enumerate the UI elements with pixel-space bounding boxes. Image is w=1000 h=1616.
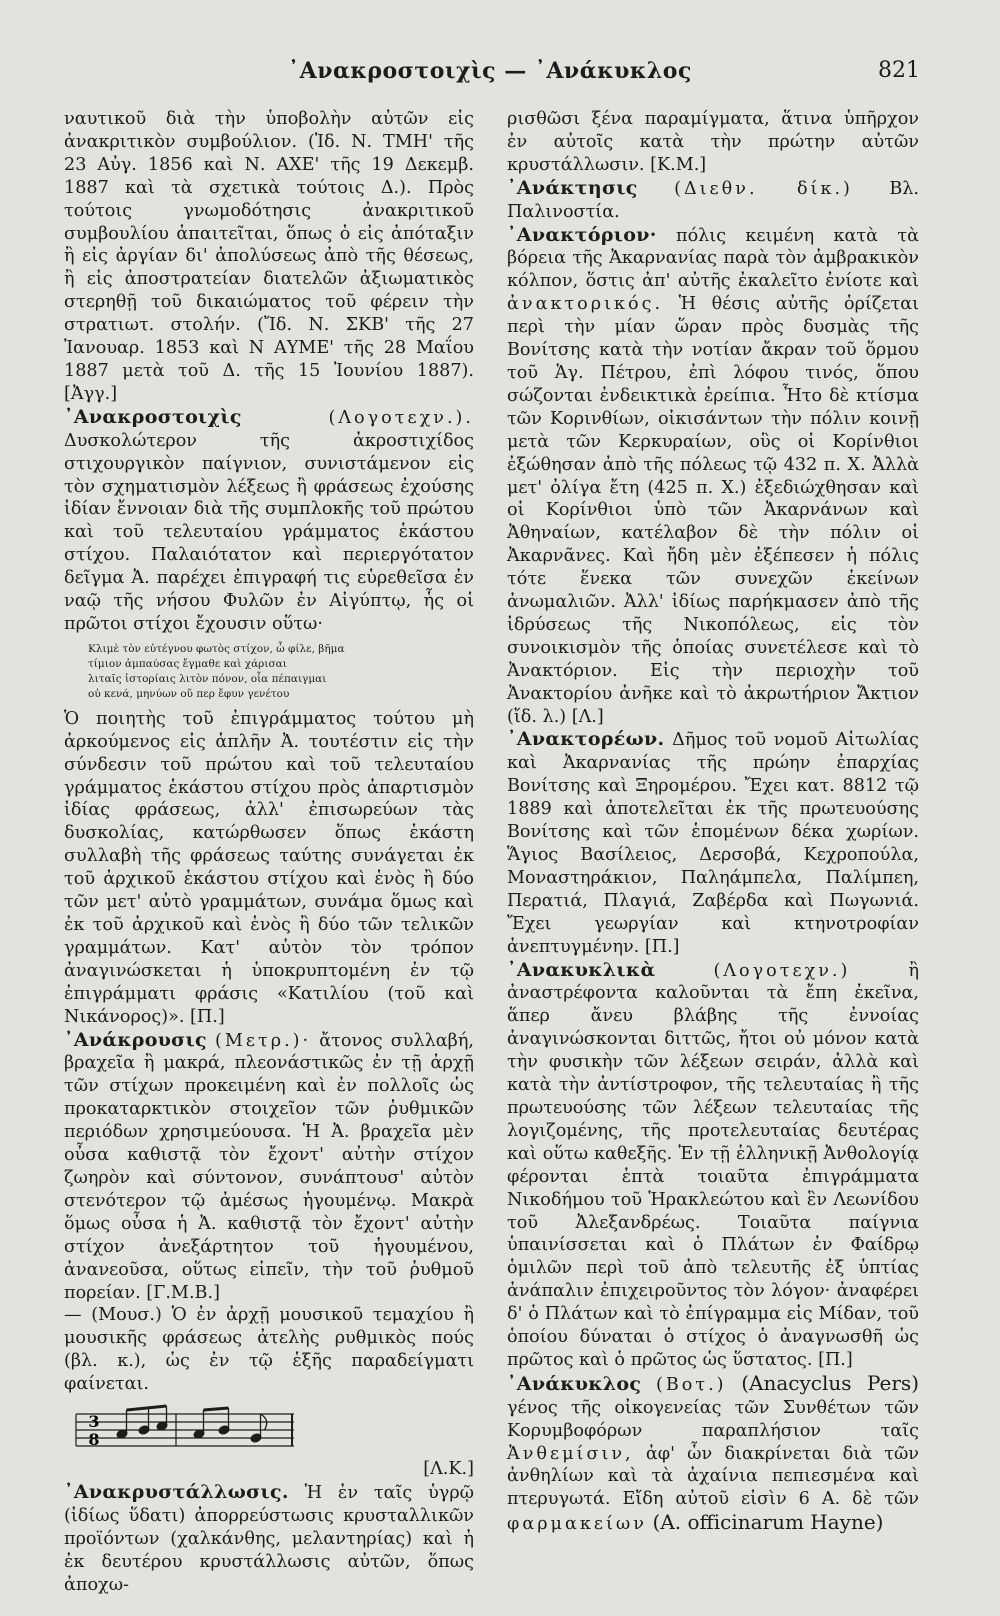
entry-text: ἀφ' ὧν διακρίνεται διὰ τῶν ἀνθηλίων καὶ τὰ ἀχαίνια πεπιεσμένα καὶ πτερυγωτά. Εἴδη αὐτοῦ εἰσὶν 6 Α. δὲ τῶν bbox=[507, 1443, 920, 1510]
entry-text: ἄτονος συλλαβή, βραχεῖα ἢ μακρά, πλεονάστικῶς ἐν τῇ ἀρχῇ τῶν στίχων προκειμένη καὶ ἐν πολλοῖς ὡς προκαταρκτικὸν στοιχεῖον τῶν ῥυθμικῶν περιόδων χρησιμεύουσα. Ἡ Ἀ. βραχεῖα μὲν οὖσα καθιστᾷ τὸν ἔχοντ' αὐτὴν στίχον ζωηρὸν καὶ σύντονον, συνάπτουσ' αὐτὸν στενότερον τῷ ἀμέσως ἡγουμένῳ. Μακρὰ ὅμως οὖσα ἡ Ἀ. καθιστᾷ τὸν ἔχοντ' αὐτὴν στίχον ἀνεξάρτητον τοῦ ἡγουμένου, ἀνανεοῦσα, οὕτως εἰπεῖν, τὴν τοῦ ῥυθμοῦ πορείαν. [Γ.Μ.Β.] bbox=[64, 1030, 474, 1303]
epigram-line: τίμιον ἀμπαύσας ἔγμαθε καὶ χάρισαι bbox=[88, 657, 287, 670]
music-notation-figure bbox=[64, 1404, 304, 1462]
entry-text: πόλις κειμένη κατὰ τὰ βόρεια τῆς Ἀκαρνανίας παρὰ τὸν ἀμβρακικὸν κόλπον, ὅστις ἀπ' αὐτῆς ἐκαλεῖτο ἐνίοτε καὶ bbox=[507, 225, 919, 292]
entry-anakrystallosis bbox=[64, 1481, 474, 1597]
page-header bbox=[60, 58, 920, 98]
entry-text: ἢ ἀναστρέφοντα καλοῦνται τὰ ἔπη ἐκεῖνα, ἅπερ ἄνευ βλάβης τῆς ἐννοίας ἀναγινώσκονται διττῶς, ἤτοι οὐ μόνον κατὰ τὴν φυσικὴν τῶν λέξεων σειράν, ἀλλὰ καὶ κατὰ τὴν ἀντίστροφον, τῆς τελευταίας ἢ τῆς πρωτευούσης τῶν λέξεων τελευταίας τῆς λογιζομένης, τῆς προτελευταίας δευτέρας καὶ οὕτω καθεξῆς. Ἐν τῇ ἑλληνικῇ Ἀνθολογίᾳ φέρονται ἑπτὰ τοιαῦτα ἐπιγράμματα Νικοδήμου τοῦ Ἡρακλεώτου καὶ ἓν Λεωνίδου τοῦ Ἀλεξανδρέως. Τοιαῦτα παίγνια ὑπαινίσσεται καὶ ὁ Πλάτων ἐν Φαίδρῳ ὁμιλῶν περὶ τοῦ ἀπὸ τελευτῆς ἐξ ὑπτίας ἀνάπαλιν ἐπιχειροῦντος τὸν λόγον· ἀναφέρει δ' ὁ Πλάτων καὶ τὸ ἐπίγραμμα εἰς Μίδαν, τοῦ ὁποίου δύναται ὁ στίχος ὁ ἀναγνωσθῆ ὡς πρῶτος καὶ ὁ πρῶτος ὡς ὕστατος. [Π.] bbox=[507, 960, 919, 1370]
entry-label: (Βοτ.) bbox=[655, 1374, 727, 1395]
entry-headword: ᾿Ανακτόριον· bbox=[507, 223, 657, 246]
entry-label: (Λογοτεχν.). bbox=[328, 407, 474, 428]
entry-spaced-term: φαρμακείων bbox=[507, 1514, 647, 1535]
running-title: ᾿Ανακροστοιχὶς — ᾿Ανάκυκλος bbox=[288, 58, 692, 84]
time-signature-top: 3 bbox=[88, 1412, 100, 1432]
latin-name: (Anacyclus Pers) bbox=[741, 1370, 919, 1395]
entry-text: Δυσκολώτερον τῆς ἀκροστιχίδος στιχουργικὸν παίγνιον, συνιστάμενον εἰς τὸν σχηματισμὸν λέξεως ἢ φράσεως ἐχούσης ἰδίαν ἔννοιαν διὰ τῆς συμπλοκῆς τοῦ πρώτου καὶ τοῦ τελευταίου γράμματος ἑκάστου στίχου. Παλαιότατον καὶ περιεργότατον δεῖγμα Ἀ. παρέχει ἐπιγραφή τις εὑρεθεῖσα ἐν ναῷ τῆς νήσου Φυλῶν ἐν Αἰγύπτῳ, ἧς οἱ πρῶτοι στίχοι ἔχουσιν οὕτω· bbox=[64, 430, 474, 634]
entry-anakrousis bbox=[64, 1029, 474, 1305]
entry-anaktisis bbox=[507, 177, 919, 224]
paragraph: Ὁ ποιητὴς τοῦ ἐπιγράμματος τούτου μὴ ἀρκούμενος εἰς ἁπλῆν Ἀ. τουτέστιν εἰς τὴν σύνδεσιν τοῦ πρώτου καὶ τοῦ τελευταίου γράμματος ἑκάστου στίχου πρὸς ἀπαρτισμὸν ἰδίας φράσεως, ἀλλ' ἐπισωρεύων τὰς δυσκολίας, κατώρθωσεν ὅπως ἑκάστη συλλαβὴ τῆς φράσεως ταύτης συνάγεται ἐκ τοῦ ἀρχικοῦ ἑκάστου στίχου καὶ ἑνὸς ἢ δύο τῶν μετ' αὐτὸ γραμμάτων, συνάμα ὅμως καὶ ἐκ τοῦ ἀρχικοῦ καὶ ἑνὸς ἢ δύο τῶν τελικῶν γραμμάτων. Κατ' αὐτὸν τὸν τρόπον ἀναγινώσκεται ἡ ὑποκρυπτομένη ἐν τῷ ἐπιγράμματι φράσις «Κατιλίου (τοῦ καὶ Νικάνορος)». [Π.] bbox=[64, 708, 474, 1027]
entry-anakrostoichis bbox=[64, 406, 474, 636]
entry-text: γένος τῆς οἰκογενείας τῶν Συνθέτων τῶν Κορυμβοφόρων παραπλήσιον ταῖς bbox=[507, 1397, 919, 1441]
entry-headword: ᾿Ανάκυκλος bbox=[507, 1372, 642, 1395]
entry-headword: ᾿Ανάκτησις bbox=[507, 176, 638, 199]
entry-label: (Μετρ.)· bbox=[215, 1030, 312, 1051]
entry-text: Δῆμος τοῦ νομοῦ Αἰτωλίας καὶ Ἀκαρνανίας τῆς πρώην ἐπαρχίας Βονίτσης καὶ Ξηρομέρου. Ἔχει κατ. 8812 τῷ 1889 καὶ ἀποτελεῖται ἐκ τῆς πρωτευούσης Βονίτσης καὶ τῶν ἑπομένων δέκα χωρίων. Ἅγιος Βασίλειος, Δερσοβά, Κεχροπούλα, Μοναστηράκιον, Παληάμπελα, Παλίμπεη, Περατιά, Πλαγιά, Ζαβέρδα καὶ Πωγωνιά. Ἔχει γεωργίαν καὶ κτηνοτροφίαν ἀνεπτυγμένην. [Π.] bbox=[507, 730, 920, 957]
entry-anakyklos bbox=[507, 1372, 919, 1536]
entry-spaced-term: Ἀνθεμίσιν, bbox=[507, 1443, 634, 1464]
entry-anaktoreon bbox=[507, 728, 919, 958]
epigram-line: οὐ κενά, μηνύων οὔ περ ἔφυν γενέτου bbox=[88, 687, 290, 700]
entry-anakyklika bbox=[507, 959, 919, 1372]
entry-text: Βλ. Παλινοστία. bbox=[507, 178, 920, 222]
epigram-quote bbox=[88, 642, 474, 702]
signature-lk: [Λ.Κ.] bbox=[423, 1459, 474, 1480]
subentry-text: Ὁ ἐν ἀρχῇ μουσικοῦ τεμαχίου ἢ μουσικῆς φράσεως ἀτελὴς ρυθμικὸς πούς (βλ. κ.), ὡς ἐν τῷ ἑξῆς παραδείγματι φαίνεται. bbox=[64, 1305, 474, 1395]
subentry-lead: — (Μουσ.) bbox=[64, 1305, 162, 1326]
paragraph-continued: ναυτικοῦ διὰ τὴν ὑποβολὴν αὐτῶν εἰς ἀνακριτικὸν συμβούλιον. (Ἰδ. Ν. ΤΜΗ' τῆς 23 Αὐγ. 1856 καὶ Ν. ΑΧΕ' τῆς 19 Δεκεμβ. 1887 καὶ τὰ σχετικὰ τούτοις Δ.). Πρὸς τούτοις γνωμοδότησις ἀνακριτικοῦ συμβουλίου ἀπαιτεῖται, ὅπως ὁ εἰς ἀπόταξιν ἢ εἰς ἀργίαν δι' ἀπολύσεως ἀπὸ τῆς θέσεως, ἢ εἰς ἀποστρατείαν διατελῶν ἀξιωματικὸς στερηθῇ τοῦ δικαιώματος τοῦ φέρειν τὴν στρατιωτ. στολήν. (Ἴδ. Ν. ΣΚΒ' τῆς 27 Ἰανουαρ. 1853 καὶ Ν ΑΥΜΕ' τῆς 28 Μαΐου 1887 μετὰ τοῦ Δ. τῆς 15 Ἰουνίου 1887). [Ἀγγ.] bbox=[64, 109, 474, 404]
entry-label: (Διεθν. δίκ.) bbox=[674, 178, 853, 199]
entry-headword: ᾿Ανακτορέων. bbox=[507, 728, 665, 751]
right-column bbox=[507, 108, 919, 1536]
entry-text: Ἡ θέσις αὐτῆς ὁρίζεται περὶ τὴν μίαν ὥραν πρὸς δυσμὰς τῆς Βονίτσης κατὰ τὴν νοτίαν ἄκραν τοῦ ὅρμου τοῦ Ἁγ. Πέτρου, ἐπὶ λόφου τινός, ὅπου σώζονται ἐνδεικτικὰ ἐρείπια. Ἦτο δὲ κτίσμα τῶν Κορινθίων, οἰκισάντων τὴν πόλιν κοινῇ μετὰ τῶν Κερκυραίων, οὓς οἱ Κορίνθιοι ἐξώθησαν ἀπὸ τῆς πόλεως τῷ 432 π. Χ. Ἀλλὰ μετ' ὀλίγα ἔτη (425 π. Χ.) ἐξεδιώχθησαν καὶ οἱ Κορίνθιοι ὑπὸ τῶν Ἀκαρνάνων καὶ Ἀθηναίων, κατέλαβον δὲ τὴν πόλιν οἱ Ἀκαρνᾶνες. Καὶ ἤδη μὲν ἐξέπεσεν ἡ πόλις τότε ἕνεκα τῶν συνεχῶν ἐκείνων ἀνωμαλιῶν. Ἀλλ' ἰδίως παρήκμασεν ἀπὸ τῆς ἱδρύσεως τῆς Νικοπόλεως, εἰς τὸν συνοικισμὸν τῆς ὁποίας συνετέλεσε καὶ τὸ Ἀνακτόριον. Εἰς τὴν περιοχὴν τοῦ Ἀνακτορίου ἀνῆκε καὶ τὸ ἀκρωτήριον Ἄκτιον (ἴδ. λ.) [Λ.] bbox=[507, 294, 919, 727]
entry-text: Ἡ ἐν ταῖς ὑγρῷ (ἰδίως ὕδατι) ἀπορρεύστωσις κρυσταλλικῶν προϊόντων (χαλκάνθης, μελαντηρίας) καὶ ἡ ἐκ δευτέρου κρυστάλλωσις αὐτῶν, ὅπως ἀποχω- bbox=[64, 1482, 475, 1595]
subentry-mousiki bbox=[64, 1304, 474, 1396]
left-column bbox=[64, 108, 474, 1596]
entry-headword: ᾿Ανακροστοιχὶς bbox=[64, 405, 242, 428]
entry-headword: ᾿Ανακρυστάλλωσις. bbox=[64, 1480, 289, 1503]
paragraph-continued: ρισθῶσι ξένα παραμίγματα, ἅτινα ὑπῆρχον ἐν αὐτοῖς κατὰ τὴν πρώτην αὐτῶν κρυστάλλωσιν. [Κ.Μ.] bbox=[507, 109, 919, 175]
epigram-line: λιταῖς ἱστορίαις λιτὸν πόνον, οἷα πέπαιγμαι bbox=[88, 672, 327, 685]
page-number: 821 bbox=[878, 58, 920, 83]
entry-spaced-term: ἀνακτορικός. bbox=[507, 294, 664, 315]
latin-name: (A. officinarum Hayne) bbox=[652, 1510, 884, 1535]
entry-headword: ᾿Ανάκρουσις bbox=[64, 1028, 207, 1051]
time-signature-bottom: 8 bbox=[88, 1430, 100, 1450]
entry-anaktorion bbox=[507, 224, 919, 729]
entry-label: (Λογοτεχν.) bbox=[713, 960, 851, 981]
entry-headword: ᾿Ανακυκλικὰ bbox=[507, 958, 656, 981]
epigram-line: Κλιμὲ τὸν εὐτέγνου φωτὸς στίχον, ὦ φίλε, βῆμα bbox=[88, 642, 345, 655]
